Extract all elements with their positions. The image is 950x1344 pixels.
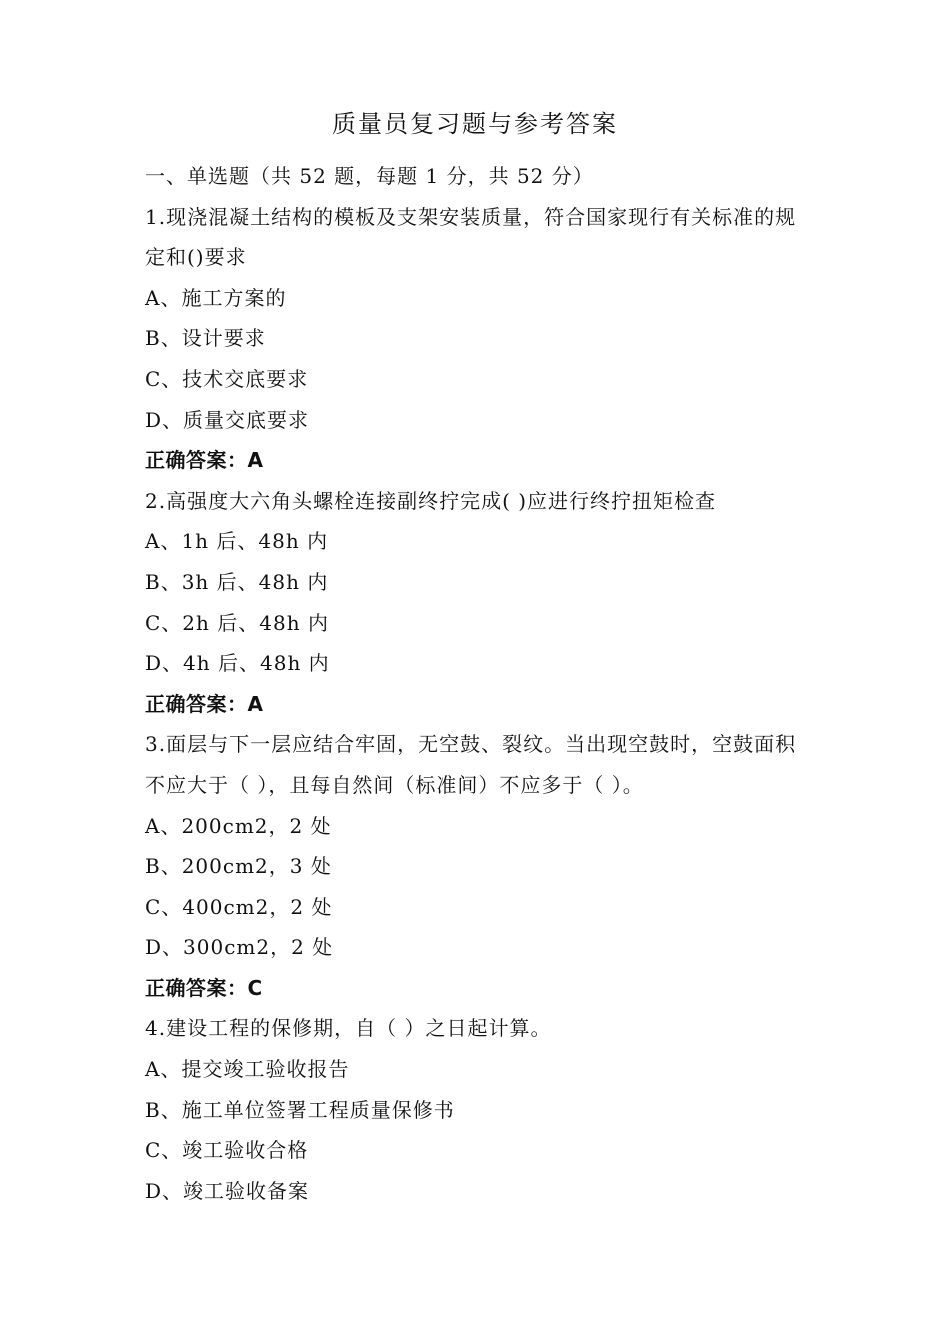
option-d: D、质量交底要求: [145, 407, 310, 432]
question-stem: 3.面层与下一层应结合牢固，无空鼓、裂纹。当出现空鼓时，空鼓面积不应大于（ ），且每自然间（标准间）不应多于（ ）。: [145, 732, 797, 797]
option-b: B、200cm2，3 处: [145, 854, 332, 879]
question-stem: 2.高强度大六角头螺栓连接副终拧完成( )应进行终拧扭矩检查: [145, 488, 717, 513]
correct-answer: 正确答案：A: [145, 448, 264, 473]
option-c: C、技术交底要求: [145, 366, 309, 391]
option-c: C、400cm2，2 处: [145, 894, 333, 919]
option-a: A、200cm2，2 处: [145, 813, 332, 838]
option-c: C、2h 后、48h 内: [145, 610, 329, 635]
option-d: D、300cm2，2 处: [145, 935, 334, 960]
option-a: A、施工方案的: [145, 285, 287, 310]
correct-answer: 正确答案：A: [145, 691, 264, 716]
question-stem: 4.建设工程的保修期，自（ ）之日起计算。: [145, 1016, 552, 1041]
option-a: A、1h 后、48h 内: [145, 529, 329, 554]
correct-answer: 正确答案：C: [145, 975, 263, 1000]
option-a: A、提交竣工验收报告: [145, 1057, 350, 1082]
document-title: 质量员复习题与参考答案: [332, 110, 618, 138]
question-stem: 1.现浇混凝土结构的模板及支架安装质量，符合国家现行有关标准的规定和()要求: [145, 204, 797, 270]
option-d: D、4h 后、48h 内: [145, 651, 330, 676]
option-b: B、3h 后、48h 内: [145, 569, 329, 594]
section-heading: 一、单选题（共 52 题，每题 1 分，共 52 分）: [145, 164, 594, 188]
option-d: D、竣工验收备案: [145, 1178, 310, 1203]
option-c: C、竣工验收合格: [145, 1138, 309, 1163]
option-b: B、施工单位签署工程质量保修书: [145, 1097, 455, 1122]
option-b: B、设计要求: [145, 326, 266, 351]
document-body: [145, 156, 810, 1211]
